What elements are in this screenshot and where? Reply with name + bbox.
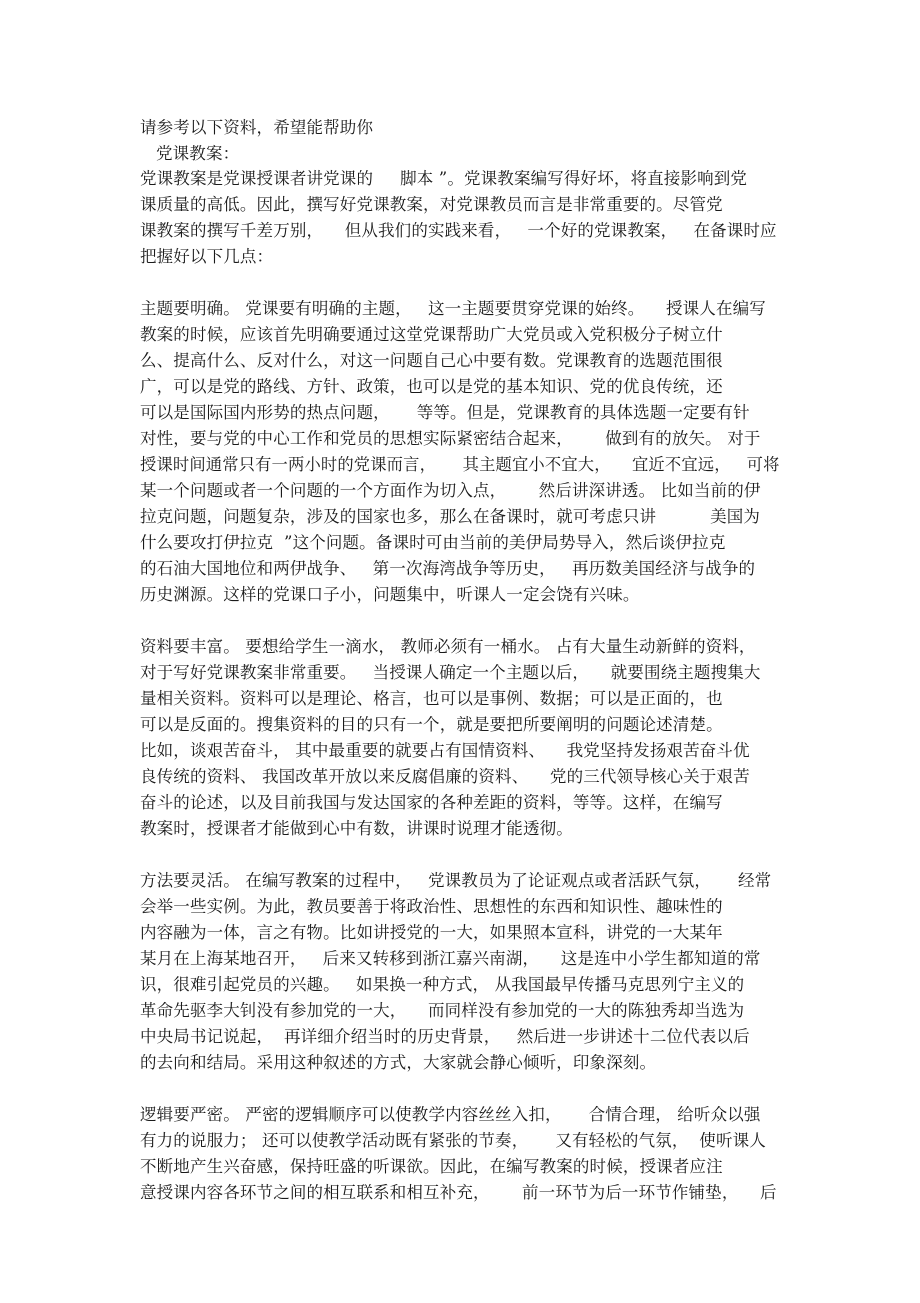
paragraph-line: 内容融为一体，言之有物。比如讲授党的一大，如果照本宣科，讲党的一大某年 bbox=[140, 923, 723, 942]
paragraph-line: 量相关资料。资料可以是理论、格言，也可以是事例、数据；可以是正面的，也 bbox=[140, 689, 723, 708]
paragraph-line: 主题要明确。 党课要有明确的主题， 这一主题要贯穿党课的始终。 授课人在编写 bbox=[140, 299, 766, 318]
paragraph-line: 教案时，授课者才能做到心中有数，讲课时说理才能透彻。 bbox=[140, 819, 573, 838]
paragraph-line: 资料要丰富。 要想给学生一滴水， 教师必须有一桶水。 占有大量生动新鲜的资料， bbox=[140, 637, 756, 656]
paragraph-line: 对于写好党课教案非常重要。 当授课人确定一个主题以后， 就要围绕主题搜集大 bbox=[140, 663, 761, 682]
intro-line: 请参考以下资料，希望能帮助你 bbox=[140, 118, 374, 137]
paragraph-line: 有力的说服力； 还可以使教学活动既有紧张的节奏， 又有轻松的气氛， 使听课人 bbox=[140, 1131, 766, 1150]
paragraph-line: 中央局书记说起， 再详细介绍当时的历史背景， 然后进一步讲述十二位代表以后 bbox=[140, 1027, 750, 1046]
paragraph-line: 教案的时候，应该首先明确要通过这堂党课帮助广大党员或入党积极分子树立什 bbox=[140, 325, 723, 344]
paragraph-line: 可以是国际国内形势的热点问题， 等等。但是，党课教育的具体选题一定要有针 bbox=[140, 403, 750, 422]
paragraph-line: 历史渊源。这样的党课口子小，问题集中，听课人一定会饶有兴味。 bbox=[140, 585, 640, 604]
paragraph-line: 某一个问题或者一个问题的一个方面作为切入点， 然后讲深讲透。 比如当前的伊 bbox=[140, 481, 761, 500]
paragraph-line: 什么要攻打伊拉克 ”这个问题。备课时可由当前的美伊局势导入，然后谈伊拉克 bbox=[140, 533, 726, 552]
paragraph-line: 某月在上海某地召开， 后来又转移到浙江嘉兴南湖， 这是连中小学生都知道的常 bbox=[140, 949, 761, 968]
paragraph-line: 比如，谈艰苦奋斗， 其中最重要的就要占有国情资料、 我党坚持发扬艰苦奋斗优 bbox=[140, 741, 750, 760]
paragraph-line: 方法要灵活。 在编写教案的过程中， 党课教员为了论证观点或者活跃气氛， 经常 bbox=[140, 871, 772, 890]
paragraph-line: 授课时间通常只有一两小时的党课而言， 其主题宜小不宜大， 宜近不宜远， 可将 bbox=[140, 455, 780, 474]
paragraph-line: 把握好以下几点： bbox=[140, 247, 274, 266]
paragraph-line: 不断地产生兴奋感，保持旺盛的听课欲。因此，在编写教案的时候，授课者应注 bbox=[140, 1157, 723, 1176]
paragraph-line: 逻辑要严密。 严密的逻辑顺序可以使教学内容丝丝入扣， 合情合理， 给听众以强 bbox=[140, 1105, 761, 1124]
paragraph-line: 识，很难引起党员的兴趣。 如果换一种方式， 从我国最早传播马克思列宁主义的 bbox=[140, 975, 745, 994]
paragraph-line: 意授课内容各环节之间的相互联系和相互补充， 前一环节为后一环节作铺垫， 后 bbox=[140, 1183, 777, 1202]
paragraph-line: 革命先驱李大钊没有参加党的一大， 而同样没有参加党的一大的陈独秀却当选为 bbox=[140, 1001, 745, 1020]
paragraph-line: 的石油大国地位和两伊战争、 第一次海湾战争等历史， 再历数美国经济与战争的 bbox=[140, 559, 756, 578]
paragraph-line: 良传统的资料、 我国改革开放以来反腐倡廉的资料、 党的三代领导核心关于艰苦 bbox=[140, 767, 750, 786]
paragraph-line: 课教案的撰写千差万别， 但从我们的实践来看， 一个好的党课教案， 在备课时应 bbox=[140, 221, 777, 240]
paragraph-line: 么、提高什么、反对什么，对这一问题自己心中要有数。党课教育的选题范围很 bbox=[140, 351, 723, 370]
paragraph-line: 广，可以是党的路线、方针、政策，也可以是党的基本知识、党的优良传统，还 bbox=[140, 377, 723, 396]
paragraph-line: 奋斗的论述，以及目前我国与发达国家的各种差距的资料，等等。这样，在编写 bbox=[140, 793, 723, 812]
paragraph-line: 党课教案是党课授课者讲党课的 脚本 ”。党课教案编写得好坏，将直接影响到党 bbox=[140, 169, 748, 188]
paragraph-line: 会举一些实例。为此，教员要善于将政治性、思想性的东西和知识性、趣味性的 bbox=[140, 897, 723, 916]
paragraph-line: 的去向和结局。采用这种叙述的方式，大家就会静心倾听，印象深刻。 bbox=[140, 1053, 657, 1072]
paragraph-line: 拉克问题，问题复杂，涉及的国家也多，那么在备课时，就可考虑只讲 美国为 bbox=[140, 507, 761, 526]
paragraph-line: 可以是反面的。搜集资料的目的只有一个，就是要把所要阐明的问题论述清楚。 bbox=[140, 715, 723, 734]
subtitle-line: 党课教案： bbox=[156, 144, 240, 163]
paragraph-line: 对性，要与党的中心工作和党员的思想实际紧密结合起来， 做到有的放矢。 对于 bbox=[140, 429, 761, 448]
paragraph-line: 课质量的高低。因此，撰写好党课教案，对党课教员而言是非常重要的。尽管党 bbox=[140, 195, 723, 214]
